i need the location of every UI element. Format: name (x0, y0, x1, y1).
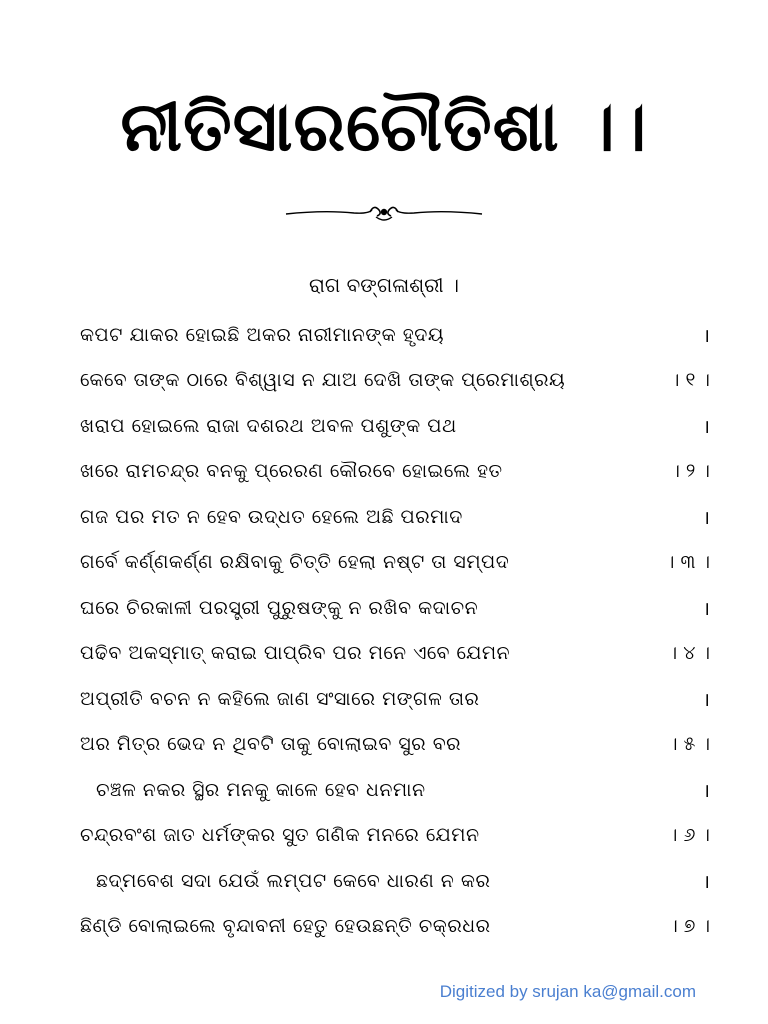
verse-line (80, 449, 710, 495)
verse-line (80, 403, 710, 449)
verse-line (80, 722, 710, 768)
verse-text: ଅର ମିତ୍ର ଭେଦ ନ ଥିବଟି ତାକୁ ବୋଲାଇବ ସୁର ବର (80, 733, 462, 756)
verse-number: । (702, 870, 710, 893)
verse-number: । ୫ । (668, 733, 710, 756)
verse-text: ଖରାପ ହୋଇଲେ ରାଜା ଦଶରଥ ଅବଳ ପଶୁଙ୍କ ପଥ (80, 414, 457, 437)
verse-number: । ୧ । (670, 369, 710, 392)
verse-number: । ୨ । (671, 460, 710, 483)
verse-text: ଖରେ ରାମଚନ୍ଦ୍ର ବନକୁ ପ୍ରେରଣ କୌରବେ ହୋଇଲେ ହତ (80, 460, 503, 483)
verse-number: । (702, 415, 710, 438)
raga-heading: ରାଗ ବଙ୍ଗଳାଶ୍ରୀ । (309, 273, 459, 297)
digitization-credit: Digitized by srujan ka@gmail.com (439, 982, 696, 1001)
verse-text: ଚଞ୍ଚଳ ନକର ସ୍ଥିର ମନକୁ କାଳେ ହେବ ଧନମାନ (96, 778, 426, 801)
verse-text: ଗର୍ବେ କର୍ଣ୍ଣକର୍ଣ୍ଣ ରକ୍ଷିବାକୁ ଚିତ୍ତି ହେଲା ନଷ୍ଟ ତା ସମ୍ପଦ (80, 551, 510, 574)
verse-line (80, 813, 710, 859)
title-divider-ornament (284, 200, 484, 224)
verse-text: ଛିଣ୍ଡି ବୋଲାଇଲେ ବୃନ୍ଦାବନୀ ହେତୁ ହେଉଛନ୍ତି ଚକ୍ରଧର (80, 915, 491, 938)
verse-number: । (702, 597, 710, 620)
verse-number: । ୭ । (669, 915, 710, 938)
verse-number: । (702, 779, 710, 802)
verse-line (80, 312, 710, 358)
verse-text: କପଟ ଯାକର ହୋଇଛି ଅକର ନାରୀମାନଙ୍କ ହୃଦୟ (80, 323, 445, 346)
verse-line (80, 358, 710, 404)
verse-line (80, 540, 710, 586)
verse-text: ଘରେ ଚିରକାଳୀ ପରସ୍ତ୍ରୀ ପୁରୁଷଙ୍କୁ ନ ରଖିବ କଦାଚନ (80, 596, 479, 619)
verse-line (80, 858, 710, 904)
verse-line (80, 494, 710, 540)
verse-text: ଚନ୍ଦ୍ରବଂଶ ଜାତ ଧର୍ମଙ୍କର ସୁତ ଗଣିକ ମନରେ ଯେମନ (80, 824, 480, 847)
verse-text: ଛଦ୍ମବେଶ ସଦା ଯେଉଁ ଲମ୍ପଟ କେବେ ଧାରଣ ନ କର (96, 869, 491, 892)
verse-number: । ୪ । (668, 642, 710, 665)
verse-line (80, 585, 710, 631)
verse-text: କେବେ ତାଙ୍କ ଠାରେ ବିଶ୍ୱାସ ନ ଯାଅ ଦେଖି ତାଙ୍କ ପ୍ରେମାଶ୍ରୟ (80, 369, 566, 392)
verse-number: । (702, 688, 710, 711)
verse-number: । (702, 506, 710, 529)
verse-text: ପଢିବ ଅକସ୍ମାତ୍ କରାଇ ପାପ୍ରିବ ପର ମନେ ଏବେ ଯେମନ (80, 642, 511, 665)
verse-list (80, 312, 710, 949)
verse-line (80, 676, 710, 722)
verse-number: । (702, 324, 710, 347)
verse-number: । ୬ । (668, 824, 710, 847)
verse-line (80, 767, 710, 813)
verse-line (80, 631, 710, 677)
verse-number: । ୩ । (665, 551, 710, 574)
verse-text: ଗଜ ପର ମତ ନ ହେବ ଉଦ୍ଧତ ହେଲେ ଅଛି ପରମାଦ (80, 505, 463, 528)
verse-text: ଅପ୍ରୀତି ବଚନ ନ କହିଲେ ଜାଣ ସଂସାରେ ମଙ୍ଗଳ ତାର (80, 687, 480, 710)
page-title: ନୀତିସାରଚୌତିଶା ।। (120, 88, 648, 167)
verse-line (80, 904, 710, 950)
